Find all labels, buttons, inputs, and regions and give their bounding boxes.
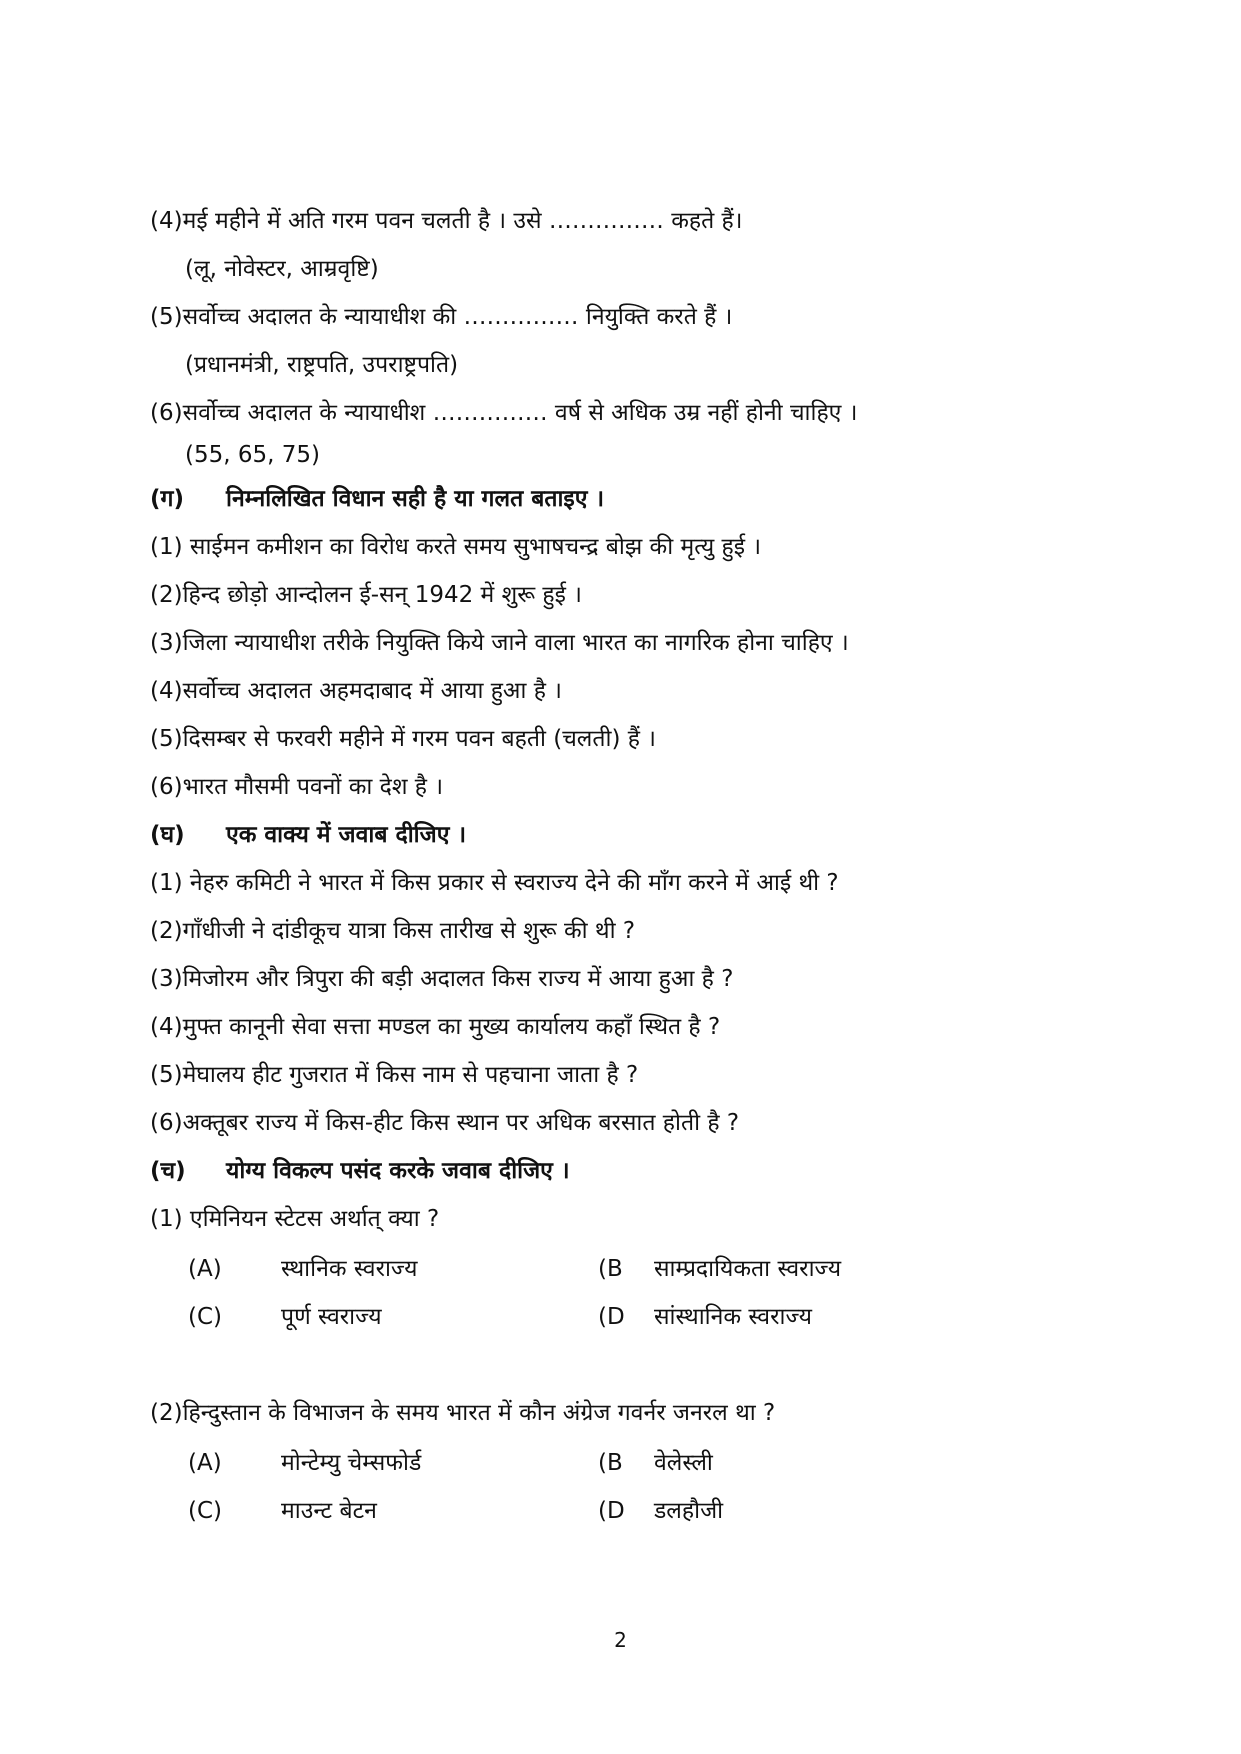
short-answer-item-1: (1) नेहरु कमिटी ने भारत में किस प्रकार से स्वराज्य देने की माँग करने में आई थी ? bbox=[150, 870, 839, 896]
fill-blank-options-4: (लू, नोवेस्टर, आम्रवृष्टि) bbox=[185, 256, 379, 282]
option-key: (D bbox=[598, 1498, 625, 1524]
fill-blank-options-5: (प्रधानमंत्री, राष्ट्रपति, उपराष्ट्रपति) bbox=[185, 352, 459, 378]
true-false-item-4: (4)सर्वोच्च अदालत अहमदाबाद में आया हुआ है । bbox=[150, 678, 562, 704]
option-text: वेलेस्ली bbox=[654, 1450, 713, 1476]
option-text: स्थानिक स्वराज्य bbox=[281, 1256, 418, 1282]
true-false-item-3: (3)जिला न्यायाधीश तरीके नियुक्ति किये जाने वाला भारत का नागरिक होना चाहिए । bbox=[150, 630, 849, 656]
section-gha-heading bbox=[150, 820, 466, 850]
option-key: (B bbox=[598, 1256, 623, 1282]
option-key: (A) bbox=[188, 1256, 222, 1282]
true-false-item-6: (6)भारत मौसमी पवनों का देश है । bbox=[150, 774, 444, 800]
option-key: (A) bbox=[188, 1450, 222, 1476]
section-gha-letter: (घ) bbox=[150, 822, 185, 848]
option-text: डलहौजी bbox=[654, 1498, 724, 1524]
section-ga-heading bbox=[150, 484, 604, 514]
mcq-2-option-a bbox=[188, 1448, 421, 1478]
fill-blank-options-6: (55, 65, 75) bbox=[185, 442, 320, 468]
option-text: साम्प्रदायिकता स्वराज्य bbox=[654, 1256, 842, 1282]
mcq-1-option-c bbox=[188, 1302, 382, 1332]
option-text: पूर्ण स्वराज्य bbox=[281, 1304, 382, 1330]
mcq-question-2: (2)हिन्दुस्तान के विभाजन के समय भारत में कौन अंग्रेज गवर्नर जनरल था ? bbox=[150, 1400, 776, 1426]
option-key: (B bbox=[598, 1450, 623, 1476]
mcq-2-option-b bbox=[598, 1448, 713, 1478]
fill-blank-question-4: (4)मई महीने में अति गरम पवन चलती है । उसे …………… कहते हैं। bbox=[150, 208, 743, 234]
mcq-1-option-d bbox=[598, 1302, 812, 1332]
option-key: (C) bbox=[188, 1304, 223, 1330]
option-text: मोन्टेम्यु चेम्सफोर्ड bbox=[281, 1450, 422, 1476]
short-answer-item-6: (6)अक्तूबर राज्य में किस-हीट किस स्थान पर अधिक बरसात होती है ? bbox=[150, 1110, 740, 1136]
fill-blank-question-5: (5)सर्वोच्च अदालत के न्यायाधीश की …………… नियुक्ति करते हैं । bbox=[150, 304, 733, 330]
true-false-item-1: (1) साईमन कमीशन का विरोध करते समय सुभाषचन्द्र बोझ की मृत्यु हुई । bbox=[150, 534, 762, 560]
true-false-item-5: (5)दिसम्बर से फरवरी महीने में गरम पवन बहती (चलती) हैं । bbox=[150, 726, 656, 752]
section-gha-title: एक वाक्य में जवाब दीजिए । bbox=[226, 822, 467, 848]
section-cha-letter: (च) bbox=[150, 1158, 186, 1184]
short-answer-item-3: (3)मिजोरम और त्रिपुरा की बड़ी अदालत किस राज्य में आया हुआ है ? bbox=[150, 966, 734, 992]
mcq-2-option-d bbox=[598, 1496, 723, 1526]
option-text: माउन्ट बेटन bbox=[281, 1498, 377, 1524]
section-ga-title: निम्नलिखित विधान सही है या गलत बताइए । bbox=[226, 486, 605, 512]
section-ga-letter: (ग) bbox=[150, 486, 184, 512]
mcq-question-1: (1) एमिनियन स्टेटस अर्थात् क्या ? bbox=[150, 1206, 440, 1232]
page-number: 2 bbox=[614, 1628, 627, 1652]
true-false-item-2: (2)हिन्द छोड़ो आन्दोलन ई-सन् 1942 में शुरू हुई । bbox=[150, 582, 582, 608]
fill-blank-question-6: (6)सर्वोच्च अदालत के न्यायाधीश …………… वर्ष से अधिक उम्र नहीं होनी चाहिए । bbox=[150, 400, 858, 426]
mcq-1-option-a bbox=[188, 1254, 417, 1284]
mcq-1-option-b bbox=[598, 1254, 841, 1284]
short-answer-item-4: (4)मुफ्त कानूनी सेवा सत्ता मण्डल का मुख्य कार्यालय कहाँ स्थित है ? bbox=[150, 1014, 721, 1040]
option-key: (D bbox=[598, 1304, 625, 1330]
mcq-2-option-c bbox=[188, 1496, 377, 1526]
section-cha-heading bbox=[150, 1156, 570, 1186]
option-key: (C) bbox=[188, 1498, 223, 1524]
short-answer-item-2: (2)गाँधीजी ने दांडीकूच यात्रा किस तारीख से शुरू की थी ? bbox=[150, 918, 636, 944]
section-cha-title: योग्य विकल्प पसंद करके जवाब दीजिए । bbox=[226, 1158, 570, 1184]
short-answer-item-5: (5)मेघालय हीट गुजरात में किस नाम से पहचाना जाता है ? bbox=[150, 1062, 639, 1088]
option-text: सांस्थानिक स्वराज्य bbox=[654, 1304, 812, 1330]
